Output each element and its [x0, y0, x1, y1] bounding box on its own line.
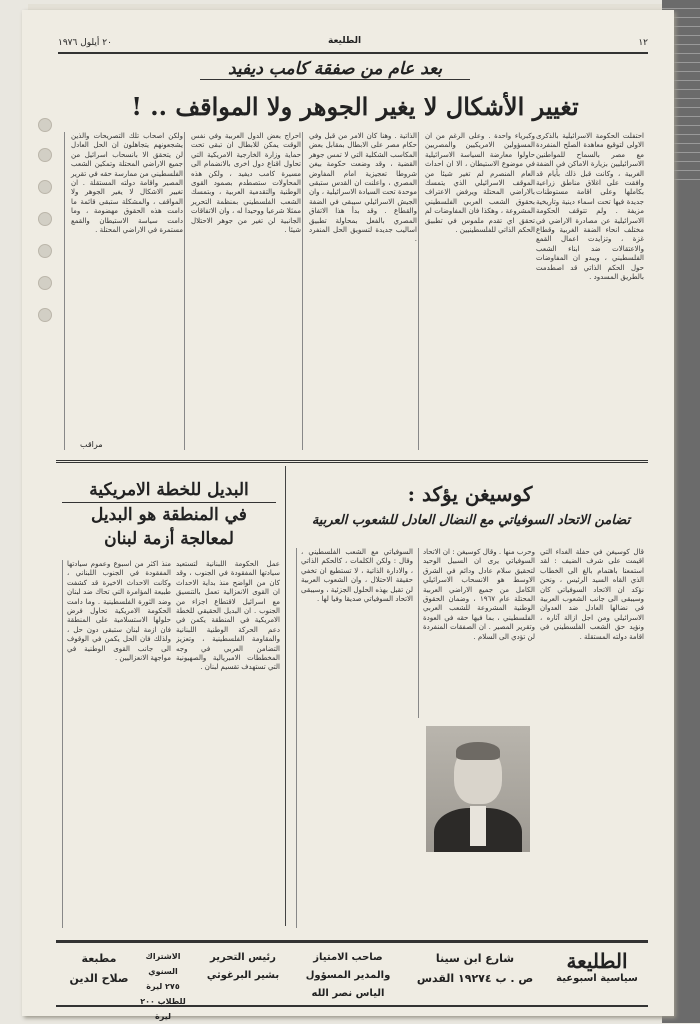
logo-title: الطليعة — [566, 949, 628, 973]
address-line-2: ص . ب ١٩٢٧٤ القدس — [416, 972, 534, 985]
right-column-2: وحرب منها . وقال كوسيغن : ان الاتحاد السوفياتي يرى ان السبيل الوحيد لتحقيق سلام عادل ودائم في الشرق الاوسط هو الانسحاب الاسرائيلي الكامل من جميع الاراضي العربية المحتلة عام ١٩٦٧ ، وضمان الحقوق الوطنية المشروعة للشعب العربي الفلسطيني ، بما فيها حقه في العودة وتقرير المصير . ان الصفقات المنفردة لن تؤدي الى السلام . — [418, 548, 535, 718]
left-headline-line-3: لمعالجة أزمة لبنان — [104, 529, 234, 549]
top-column-1: احتفلت الحكومة الاسرائيلية بالذكرى الاولى لتوقيع معاهدة الصلح المنفردة مع مصر بالسماح للمواطنين الاسرائيليين بزيارة الاماكن في الضفة الغربية ، وكانت قبل ذلك بأيام قد وافقت على اغلاق مناطق زراعية بكاملها وعلى اقامة مستوطنات جديدة فيها تحت اسماء دينية وتاريخية مزيفة . ولم تتوقف الحكومة الاسرائيلية عن مصادرة الاراضي في مختلف انحاء الضفة الغربية وقطاع غزة ، وتزايدت اعمال القمع والاعتقالات ضد ابناء الشعب الفلسطيني ، ويبدو ان المفاوضات حول الحكم الذاتي قد اصطدمت بالطريق المسدود . — [536, 132, 644, 282]
header-date: ٢٠ أيلول ١٩٧٦ — [58, 38, 112, 48]
right-column-3: السوفياتي مع الشعب الفلسطيني ، وقال : ولكن الكلمات ، كالحكم الذاتي ، والادارة الذاتية ، لا تستطيع ان تخفي حقيقة الاحتلال ، وان الشعوب العربية لن تقبل بهذه الحلول الجزئية ، وسيبقى الاتحاد السوفياتي صديقا وفيا لها . — [296, 548, 413, 928]
press-info — [64, 949, 134, 989]
right-headline: كوسيغن يؤكد : — [407, 482, 533, 506]
subscription-info — [138, 949, 188, 1024]
press-label: مطبعة — [81, 952, 117, 965]
left-column-2: منذ اكثر من اسبوع وعموم سيادتها المفقودة في الجنوب اللبناني ، وكانت الاحداث الاخيرة قد كشفت طبيعة المؤامرة التي تحاك ضد لبنان وضد الثورة الفلسطينية . وما دامت الحكومة الامريكية تحاول فرض حلولها الاستسلامية على المنطقة فان ازمة لبنان ستبقى دون حل ، ولذلك فان الحل يكمن في الوقوف الى جانب القوى الوطنية في مواجهة الانعزاليين . — [62, 560, 171, 928]
section-divider — [56, 460, 648, 463]
chief-label: رئيس التحرير — [210, 952, 276, 963]
address — [410, 949, 540, 989]
page-number: ١٢ — [638, 38, 648, 48]
left-headline-line-2: في المنطقة هو البديل — [91, 505, 247, 525]
header-title: الطليعة — [328, 36, 362, 46]
article-signature: مراقب — [80, 440, 103, 449]
right-subheadline: تضامن الاتحاد السوفياتي مع النضال العادل للشعوب العربية — [311, 513, 631, 528]
top-headline: تغيير الأشكال لا يغير الجوهر ولا المواقف .. ! — [131, 92, 579, 121]
masthead-footer — [56, 940, 648, 1021]
column-separator — [285, 466, 286, 926]
portrait-photo — [426, 726, 530, 852]
chief-editor-info — [198, 949, 288, 985]
top-column-4: احراج بعض الدول العربية وفي نفس الوقت يمكن للابطال ان تبقى تحت حماية وزارة الخارجية الامريكية التي تحاول اقناع دول اخرى بالانضمام الى مسيرة كامب ديفيد ، ولكن هذه المحاولات ستصطدم بصمود القوى الوطنية والتقدمية العربية ، وبتمسك الشعب الفلسطيني بمنظمة التحرير ممثلا شرعيا ووحيدا له ، وان الاتفاقات الجانبية لن تغير من جوهر الاحتلال شيئا . — [184, 132, 301, 450]
address-line-1: شارع ابن سينا — [435, 952, 515, 965]
top-column-2: وكبرياء واحدة . وعلى الرغم من ان المسؤولين الامريكيين والمصريين حاولوا معارضة السياسة الاسرائيلية في موضوع الاستيطان ، الا ان احداث العام المنصرم لم تغير شيئا من الموقف الاسرائيلي الذي يتمسك بالاراضي المحتلة ويرفض الاعتراف بحقوق الشعب العربي الفلسطيني المشروعة ، وهكذا فان المفاوضات لم تحقق اي تقدم ملموس في تطبيق الحكم الذاتي للفلسطينيين . — [418, 132, 535, 450]
page-header — [58, 36, 648, 54]
left-headline — [62, 478, 276, 551]
subs-label: الاشتراك السنوي — [145, 952, 181, 976]
right-column-1: قال كوسيغن في حفلة الغداء التي اقيمت على شرف الضيف : لقد استمعنا باهتمام بالغ الى الخطاب الذي القاه السيد الرئيس ، ونحن نؤكد ان الاتحاد السوفياتي كان وسيبقى الى جانب الشعوب العربية في نضالها العادل ضد العدوان الاسرائيلي ومن اجل ازالة آثاره ، ونؤيد حق الشعب الفلسطيني في اقامة دولته المستقلة . — [540, 548, 644, 641]
subs-line-1: ٢٧٥ ليرة — [146, 982, 180, 991]
editor-label: صاحب الامتياز والمدير المسؤول — [305, 952, 391, 981]
top-column-3: الذاتية . وهنا كان الامر من قبل وفي حكام مصر على الابطال بمقابل بعض المكاسب الشكلية التي لا تمس جوهر القضية ، وقد وضعت حكومة بيغن شروطا تعجيزية امام المفاوض المصري ، واعلنت ان القدس ستبقى موحدة تحت السيادة الاسرائيلية ، وان الجيش الاسرائيلي سيبقى في الضفة والقطاع . وقد بدأ هذا الاتفاق المصري بالفعل بمحاولة تطبيق اساليب جديدة لتسويق الحل المنفرد . — [302, 132, 417, 450]
press-name: صلاح الدين — [69, 972, 129, 985]
editor-info — [298, 949, 398, 1003]
editor-name: الياس نصر الله — [311, 988, 385, 999]
top-column-5: ولكن اصحاب تلك التصريحات والذين يشجعونهم يتجاهلون ان الحل العادل لن يتحقق الا بانسحاب اسرائيل من جميع الاراضي المحتلة وتمكين الشعب الفلسطيني من ممارسة حقه في تقرير المصير واقامة دولته المستقلة . ان تغيير الاشكال لا يغير الجوهر ولا المواقف ، والمشكلة ستبقى قائمة ما دامت هذه الحقوق مهضومة ، وما دامت سياسة الاستيطان والقمع مستمرة في الاراضي المحتلة . — [64, 132, 183, 450]
top-kicker: بعد عام من صفقة كامب ديفيد — [200, 59, 470, 80]
subs-line-2: للطلاب ٢٠٠ ليرة — [140, 997, 186, 1021]
chief-name: بشير البرغوثي — [206, 970, 280, 981]
top-article-body — [62, 132, 644, 450]
logo-subtitle: سياسية اسبوعية — [556, 973, 638, 984]
left-column-1: عمل الحكومة اللبنانية لتستعيد سيادتها المفقودة في الجنوب ، وقد كان من الواضح منذ بداية الاحداث ان القوى الانعزالية تعمل بالتنسيق مع اسرائيل لاقتطاع اجزاء من الجنوب . ان البديل الحقيقي للخطة الامريكية في المنطقة يكمن في دعم الحركة الوطنية اللبنانية والمقاومة الفلسطينية ، وتعزيز التضامن العربي في وجه المخططات الامبريالية والصهيونية التي تستهدف تقسيم لبنان . — [176, 560, 280, 672]
left-headline-line-1: البديل للخطة الامريكية — [62, 478, 276, 503]
masthead-logo — [552, 949, 642, 985]
